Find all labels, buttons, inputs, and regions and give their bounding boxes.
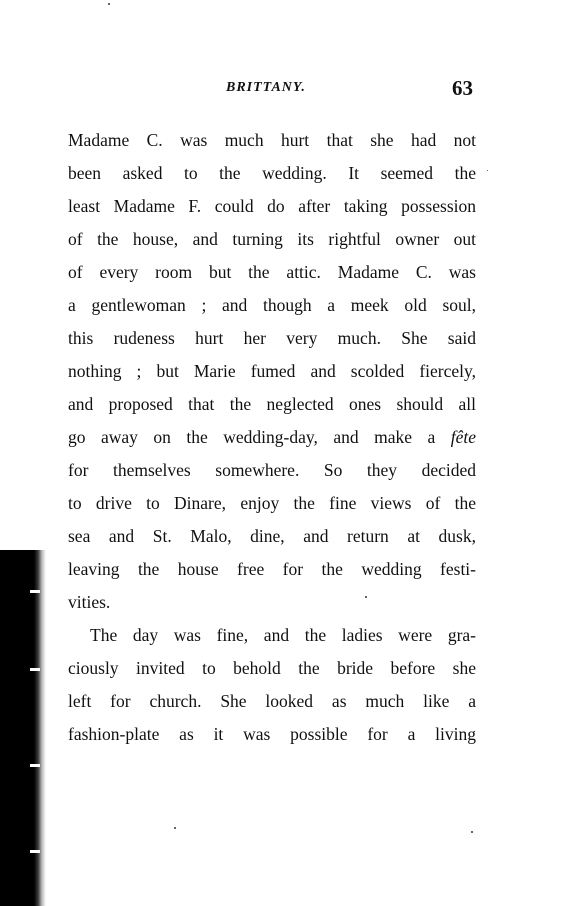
binding-notch: [30, 668, 40, 671]
print-speck: [487, 170, 488, 171]
text-line: ciously invited to behold the bride before she: [68, 658, 476, 678]
text-line: of every room but the attic. Madame C. was: [68, 262, 476, 282]
text-line: for themselves somewhere. So they decided: [68, 460, 476, 480]
print-speck: [471, 831, 473, 833]
text-line: to drive to Dinare, enjoy the fine views of the: [68, 493, 476, 513]
text-line: this rudeness hurt her very much. She said: [68, 328, 476, 348]
text-line: and proposed that the neglected ones should all: [68, 394, 476, 414]
italic-word: fête: [450, 427, 477, 447]
text-line: been asked to the wedding. It seemed the: [68, 163, 476, 183]
text-line: nothing ; but Marie fumed and scolded fiercely,: [68, 361, 476, 381]
text-line: sea and St. Malo, dine, and return at dusk,: [68, 526, 476, 546]
text-line: Madame C. was much hurt that she had not: [68, 130, 476, 150]
paragraph-end-line: vities.: [68, 592, 111, 612]
text-line: leaving the house free for the wedding festi-: [68, 559, 476, 579]
binding-notch: [30, 850, 40, 853]
paragraph-start-line: The day was fine, and the ladies were gra-: [90, 625, 476, 645]
print-speck: [365, 596, 367, 598]
running-title: BRITTANY.: [226, 80, 306, 95]
text-line: a gentlewoman ; and though a meek old soul,: [68, 295, 476, 315]
text-segment: go away on the wedding-day, and make a: [68, 427, 436, 447]
text-line: left for church. She looked as much like a: [68, 691, 476, 711]
page-binding-shadow: [0, 550, 46, 906]
text-line: fashion-plate as it was possible for a living: [68, 724, 476, 744]
print-speck: [174, 827, 176, 829]
text-line: least Madame F. could do after taking possession: [68, 196, 476, 216]
text-line: of the house, and turning its rightful owner out: [68, 229, 476, 249]
binding-notch: [30, 590, 40, 593]
page-number: 63: [452, 76, 473, 100]
text-line-with-italic: [68, 421, 476, 454]
body-text: [68, 124, 476, 751]
print-speck: [108, 3, 110, 5]
binding-notch: [30, 764, 40, 767]
